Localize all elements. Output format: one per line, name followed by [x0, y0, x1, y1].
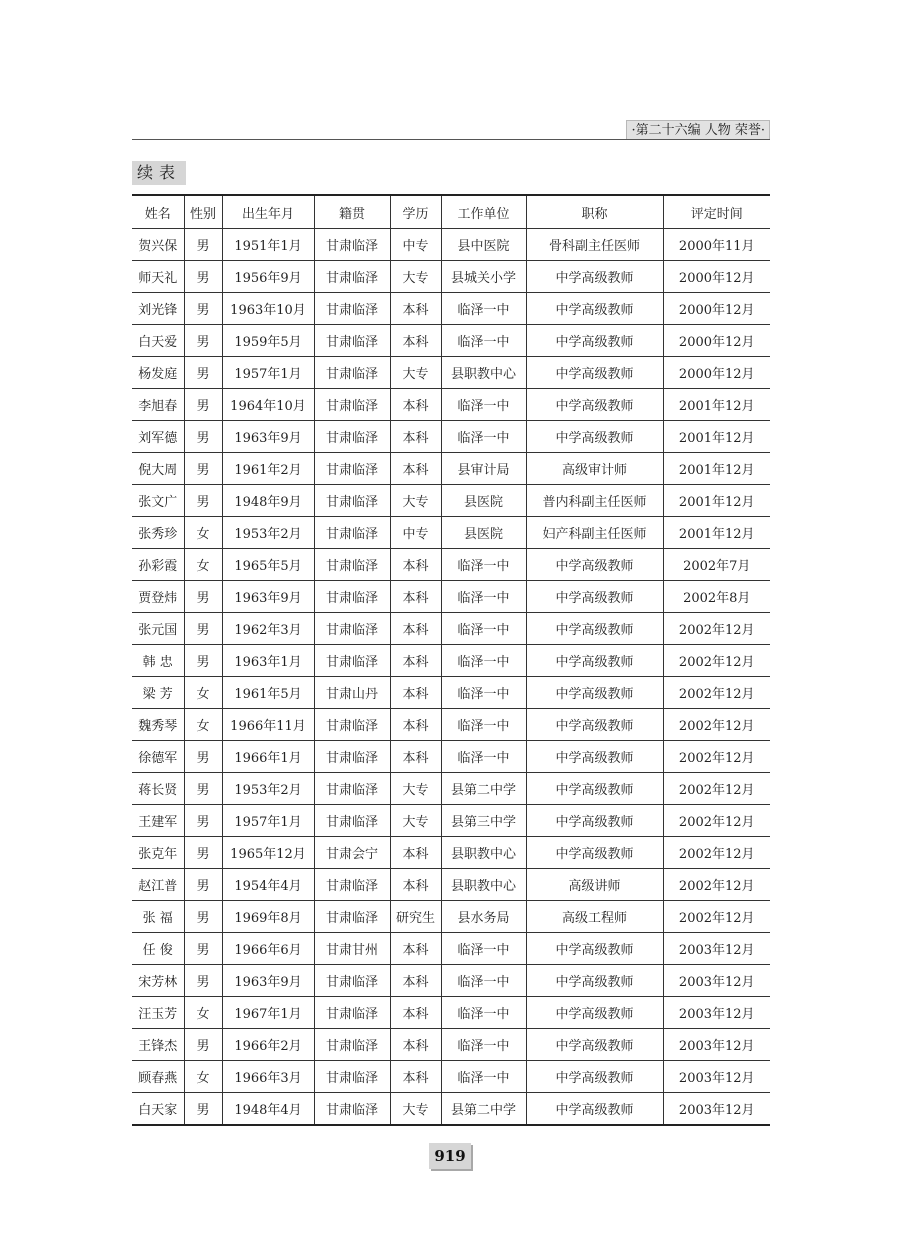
cell-education: 本科	[390, 293, 441, 325]
column-header: 出生年月	[222, 195, 314, 229]
cell-title: 妇产科副主任医师	[526, 517, 663, 549]
table-row	[132, 1029, 770, 1061]
cell-name: 张 福	[132, 901, 184, 933]
cell-gender: 男	[184, 741, 222, 773]
cell-date: 2003年12月	[663, 1029, 770, 1061]
cell-date: 2003年12月	[663, 1093, 770, 1126]
cell-date: 2002年12月	[663, 805, 770, 837]
cell-title: 高级讲师	[526, 869, 663, 901]
cell-birth: 1966年1月	[222, 741, 314, 773]
cell-title: 中学高级教师	[526, 773, 663, 805]
table-row	[132, 773, 770, 805]
cell-birth: 1957年1月	[222, 357, 314, 389]
cell-workplace: 临泽一中	[441, 581, 526, 613]
cell-education: 本科	[390, 453, 441, 485]
cell-name: 师天礼	[132, 261, 184, 293]
cell-date: 2001年12月	[663, 453, 770, 485]
cell-workplace: 临泽一中	[441, 325, 526, 357]
cell-gender: 男	[184, 485, 222, 517]
cell-education: 中专	[390, 517, 441, 549]
cell-education: 本科	[390, 869, 441, 901]
cell-workplace: 县第二中学	[441, 773, 526, 805]
page-number: 919	[429, 1143, 471, 1169]
cell-title: 中学高级教师	[526, 581, 663, 613]
table-row	[132, 613, 770, 645]
cell-title: 骨科副主任医师	[526, 229, 663, 261]
cell-title: 中学高级教师	[526, 645, 663, 677]
cell-gender: 男	[184, 229, 222, 261]
cell-hometown: 甘肃临泽	[314, 997, 390, 1029]
cell-name: 贾登炜	[132, 581, 184, 613]
cell-birth: 1966年11月	[222, 709, 314, 741]
cell-name: 任 俊	[132, 933, 184, 965]
table-row	[132, 1093, 770, 1126]
cell-workplace: 临泽一中	[441, 613, 526, 645]
cell-gender: 男	[184, 965, 222, 997]
table-row	[132, 645, 770, 677]
cell-name: 宋芳林	[132, 965, 184, 997]
cell-workplace: 临泽一中	[441, 549, 526, 581]
cell-gender: 男	[184, 325, 222, 357]
table-row	[132, 709, 770, 741]
cell-education: 本科	[390, 965, 441, 997]
table-row	[132, 869, 770, 901]
cell-birth: 1959年5月	[222, 325, 314, 357]
cell-education: 本科	[390, 1029, 441, 1061]
cell-hometown: 甘肃会宁	[314, 837, 390, 869]
column-header: 学历	[390, 195, 441, 229]
cell-name: 刘光锋	[132, 293, 184, 325]
cell-gender: 女	[184, 517, 222, 549]
cell-birth: 1965年5月	[222, 549, 314, 581]
cell-name: 孙彩霞	[132, 549, 184, 581]
cell-name: 王建军	[132, 805, 184, 837]
cell-education: 本科	[390, 421, 441, 453]
cell-date: 2002年7月	[663, 549, 770, 581]
cell-name: 白天爱	[132, 325, 184, 357]
cell-name: 汪玉芳	[132, 997, 184, 1029]
cell-gender: 男	[184, 805, 222, 837]
cell-gender: 男	[184, 581, 222, 613]
table-body	[132, 229, 770, 1126]
cell-hometown: 甘肃临泽	[314, 901, 390, 933]
cell-name: 魏秀琴	[132, 709, 184, 741]
cell-workplace: 县职教中心	[441, 869, 526, 901]
cell-title: 中学高级教师	[526, 677, 663, 709]
cell-education: 大专	[390, 485, 441, 517]
cell-education: 本科	[390, 741, 441, 773]
table-row	[132, 453, 770, 485]
cell-name: 梁 芳	[132, 677, 184, 709]
cell-date: 2001年12月	[663, 389, 770, 421]
table-header-row	[132, 195, 770, 229]
cell-name: 杨发庭	[132, 357, 184, 389]
cell-birth: 1965年12月	[222, 837, 314, 869]
cell-hometown: 甘肃临泽	[314, 869, 390, 901]
cell-birth: 1953年2月	[222, 517, 314, 549]
cell-education: 本科	[390, 549, 441, 581]
cell-education: 大专	[390, 805, 441, 837]
cell-birth: 1966年2月	[222, 1029, 314, 1061]
cell-workplace: 临泽一中	[441, 421, 526, 453]
cell-name: 蒋长贤	[132, 773, 184, 805]
cell-hometown: 甘肃临泽	[314, 965, 390, 997]
cell-workplace: 临泽一中	[441, 997, 526, 1029]
table-row	[132, 261, 770, 293]
cell-gender: 女	[184, 677, 222, 709]
cell-hometown: 甘肃临泽	[314, 293, 390, 325]
table-row	[132, 837, 770, 869]
cell-education: 本科	[390, 837, 441, 869]
cell-hometown: 甘肃临泽	[314, 389, 390, 421]
cell-birth: 1948年4月	[222, 1093, 314, 1126]
cell-workplace: 临泽一中	[441, 1029, 526, 1061]
cell-hometown: 甘肃临泽	[314, 453, 390, 485]
cell-name: 王锋杰	[132, 1029, 184, 1061]
cell-gender: 男	[184, 645, 222, 677]
cell-workplace: 县中医院	[441, 229, 526, 261]
cell-title: 中学高级教师	[526, 741, 663, 773]
cell-gender: 男	[184, 357, 222, 389]
table-row	[132, 805, 770, 837]
cell-education: 大专	[390, 357, 441, 389]
cell-birth: 1962年3月	[222, 613, 314, 645]
table-row	[132, 357, 770, 389]
table-row	[132, 421, 770, 453]
table-row	[132, 485, 770, 517]
cell-name: 张文广	[132, 485, 184, 517]
cell-date: 2002年12月	[663, 645, 770, 677]
cell-birth: 1963年9月	[222, 965, 314, 997]
cell-birth: 1969年8月	[222, 901, 314, 933]
cell-education: 本科	[390, 709, 441, 741]
cell-date: 2003年12月	[663, 965, 770, 997]
cell-title: 中学高级教师	[526, 1061, 663, 1093]
cell-education: 本科	[390, 677, 441, 709]
cell-date: 2002年12月	[663, 901, 770, 933]
cell-education: 本科	[390, 389, 441, 421]
cell-hometown: 甘肃临泽	[314, 517, 390, 549]
cell-gender: 男	[184, 901, 222, 933]
cell-workplace: 临泽一中	[441, 645, 526, 677]
cell-education: 本科	[390, 933, 441, 965]
cell-gender: 男	[184, 389, 222, 421]
cell-workplace: 临泽一中	[441, 933, 526, 965]
cell-workplace: 临泽一中	[441, 1061, 526, 1093]
cell-gender: 女	[184, 997, 222, 1029]
table-row	[132, 901, 770, 933]
column-header: 职称	[526, 195, 663, 229]
cell-title: 中学高级教师	[526, 1093, 663, 1126]
cell-name: 贺兴保	[132, 229, 184, 261]
cell-education: 本科	[390, 325, 441, 357]
cell-hometown: 甘肃临泽	[314, 549, 390, 581]
cell-workplace: 临泽一中	[441, 293, 526, 325]
cell-date: 2001年12月	[663, 485, 770, 517]
cell-gender: 女	[184, 1061, 222, 1093]
cell-workplace: 临泽一中	[441, 965, 526, 997]
cell-birth: 1966年6月	[222, 933, 314, 965]
cell-title: 中学高级教师	[526, 997, 663, 1029]
cell-name: 张元国	[132, 613, 184, 645]
cell-hometown: 甘肃临泽	[314, 325, 390, 357]
table-row	[132, 325, 770, 357]
cell-hometown: 甘肃临泽	[314, 1061, 390, 1093]
cell-date: 2002年12月	[663, 773, 770, 805]
cell-name: 张克年	[132, 837, 184, 869]
cell-date: 2000年12月	[663, 325, 770, 357]
cell-gender: 男	[184, 1029, 222, 1061]
column-header: 工作单位	[441, 195, 526, 229]
cell-birth: 1963年9月	[222, 421, 314, 453]
cell-title: 中学高级教师	[526, 709, 663, 741]
cell-birth: 1954年4月	[222, 869, 314, 901]
cell-gender: 男	[184, 421, 222, 453]
cell-title: 中学高级教师	[526, 357, 663, 389]
cell-education: 大专	[390, 1093, 441, 1126]
table-row	[132, 517, 770, 549]
cell-workplace: 临泽一中	[441, 741, 526, 773]
cell-birth: 1961年5月	[222, 677, 314, 709]
cell-hometown: 甘肃临泽	[314, 421, 390, 453]
table-row	[132, 677, 770, 709]
cell-title: 中学高级教师	[526, 549, 663, 581]
cell-date: 2000年12月	[663, 261, 770, 293]
cell-hometown: 甘肃临泽	[314, 645, 390, 677]
cell-education: 本科	[390, 997, 441, 1029]
table-row	[132, 293, 770, 325]
cell-title: 中学高级教师	[526, 421, 663, 453]
cell-education: 研究生	[390, 901, 441, 933]
cell-date: 2000年12月	[663, 293, 770, 325]
cell-title: 中学高级教师	[526, 613, 663, 645]
cell-birth: 1967年1月	[222, 997, 314, 1029]
cell-hometown: 甘肃甘州	[314, 933, 390, 965]
continued-table-label: 续表	[132, 161, 186, 185]
cell-gender: 女	[184, 549, 222, 581]
cell-hometown: 甘肃临泽	[314, 261, 390, 293]
cell-title: 中学高级教师	[526, 933, 663, 965]
cell-name: 赵江普	[132, 869, 184, 901]
table-row	[132, 549, 770, 581]
table-row	[132, 997, 770, 1029]
cell-date: 2001年12月	[663, 421, 770, 453]
cell-name: 顾春燕	[132, 1061, 184, 1093]
cell-education: 本科	[390, 1061, 441, 1093]
cell-education: 大专	[390, 261, 441, 293]
cell-workplace: 临泽一中	[441, 709, 526, 741]
cell-birth: 1948年9月	[222, 485, 314, 517]
cell-education: 大专	[390, 773, 441, 805]
cell-title: 中学高级教师	[526, 389, 663, 421]
column-header: 籍贯	[314, 195, 390, 229]
cell-date: 2002年12月	[663, 613, 770, 645]
cell-gender: 男	[184, 293, 222, 325]
cell-title: 中学高级教师	[526, 837, 663, 869]
cell-workplace: 县第三中学	[441, 805, 526, 837]
cell-gender: 男	[184, 837, 222, 869]
cell-name: 刘军德	[132, 421, 184, 453]
cell-workplace: 县职教中心	[441, 357, 526, 389]
cell-date: 2002年8月	[663, 581, 770, 613]
cell-hometown: 甘肃临泽	[314, 581, 390, 613]
cell-date: 2003年12月	[663, 997, 770, 1029]
cell-name: 李旭春	[132, 389, 184, 421]
cell-hometown: 甘肃山丹	[314, 677, 390, 709]
cell-title: 普内科副主任医师	[526, 485, 663, 517]
cell-title: 中学高级教师	[526, 805, 663, 837]
cell-name: 韩 忠	[132, 645, 184, 677]
cell-gender: 男	[184, 261, 222, 293]
cell-date: 2002年12月	[663, 709, 770, 741]
cell-workplace: 县审计局	[441, 453, 526, 485]
cell-hometown: 甘肃临泽	[314, 805, 390, 837]
cell-education: 本科	[390, 645, 441, 677]
cell-birth: 1963年1月	[222, 645, 314, 677]
cell-title: 高级审计师	[526, 453, 663, 485]
cell-name: 白天家	[132, 1093, 184, 1126]
cell-gender: 男	[184, 773, 222, 805]
cell-title: 中学高级教师	[526, 325, 663, 357]
cell-hometown: 甘肃临泽	[314, 1093, 390, 1126]
cell-date: 2002年12月	[663, 837, 770, 869]
table-row	[132, 389, 770, 421]
cell-hometown: 甘肃临泽	[314, 613, 390, 645]
cell-hometown: 甘肃临泽	[314, 741, 390, 773]
cell-title: 中学高级教师	[526, 965, 663, 997]
cell-title: 中学高级教师	[526, 261, 663, 293]
cell-date: 2002年12月	[663, 741, 770, 773]
cell-name: 张秀珍	[132, 517, 184, 549]
cell-workplace: 县医院	[441, 485, 526, 517]
cell-title: 高级工程师	[526, 901, 663, 933]
cell-education: 本科	[390, 613, 441, 645]
cell-date: 2000年11月	[663, 229, 770, 261]
cell-education: 中专	[390, 229, 441, 261]
cell-date: 2001年12月	[663, 517, 770, 549]
cell-workplace: 县职教中心	[441, 837, 526, 869]
cell-date: 2002年12月	[663, 677, 770, 709]
cell-birth: 1964年10月	[222, 389, 314, 421]
cell-gender: 女	[184, 709, 222, 741]
cell-birth: 1951年1月	[222, 229, 314, 261]
cell-birth: 1961年2月	[222, 453, 314, 485]
cell-workplace: 临泽一中	[441, 389, 526, 421]
cell-birth: 1957年1月	[222, 805, 314, 837]
table-row	[132, 741, 770, 773]
cell-birth: 1966年3月	[222, 1061, 314, 1093]
cell-date: 2003年12月	[663, 933, 770, 965]
cell-hometown: 甘肃临泽	[314, 773, 390, 805]
cell-workplace: 县城关小学	[441, 261, 526, 293]
cell-hometown: 甘肃临泽	[314, 229, 390, 261]
column-header: 性别	[184, 195, 222, 229]
cell-birth: 1956年9月	[222, 261, 314, 293]
cell-name: 徐德军	[132, 741, 184, 773]
cell-workplace: 临泽一中	[441, 677, 526, 709]
cell-gender: 男	[184, 453, 222, 485]
cell-hometown: 甘肃临泽	[314, 1029, 390, 1061]
personnel-table	[132, 194, 770, 1126]
section-title: ·第二十六编 人物 荣誉·	[626, 120, 770, 140]
cell-date: 2000年12月	[663, 357, 770, 389]
header-rule	[132, 139, 770, 140]
column-header: 姓名	[132, 195, 184, 229]
table-row	[132, 581, 770, 613]
cell-gender: 男	[184, 933, 222, 965]
cell-gender: 男	[184, 613, 222, 645]
cell-title: 中学高级教师	[526, 1029, 663, 1061]
cell-hometown: 甘肃临泽	[314, 709, 390, 741]
cell-workplace: 县水务局	[441, 901, 526, 933]
cell-hometown: 甘肃临泽	[314, 485, 390, 517]
cell-date: 2002年12月	[663, 869, 770, 901]
cell-education: 本科	[390, 581, 441, 613]
cell-name: 倪大周	[132, 453, 184, 485]
cell-title: 中学高级教师	[526, 293, 663, 325]
cell-gender: 男	[184, 869, 222, 901]
cell-workplace: 县第二中学	[441, 1093, 526, 1126]
table-row	[132, 1061, 770, 1093]
column-header: 评定时间	[663, 195, 770, 229]
table-row	[132, 229, 770, 261]
cell-date: 2003年12月	[663, 1061, 770, 1093]
cell-birth: 1963年9月	[222, 581, 314, 613]
cell-workplace: 县医院	[441, 517, 526, 549]
table-row	[132, 933, 770, 965]
cell-birth: 1953年2月	[222, 773, 314, 805]
cell-birth: 1963年10月	[222, 293, 314, 325]
cell-hometown: 甘肃临泽	[314, 357, 390, 389]
cell-gender: 男	[184, 1093, 222, 1126]
table-row	[132, 965, 770, 997]
